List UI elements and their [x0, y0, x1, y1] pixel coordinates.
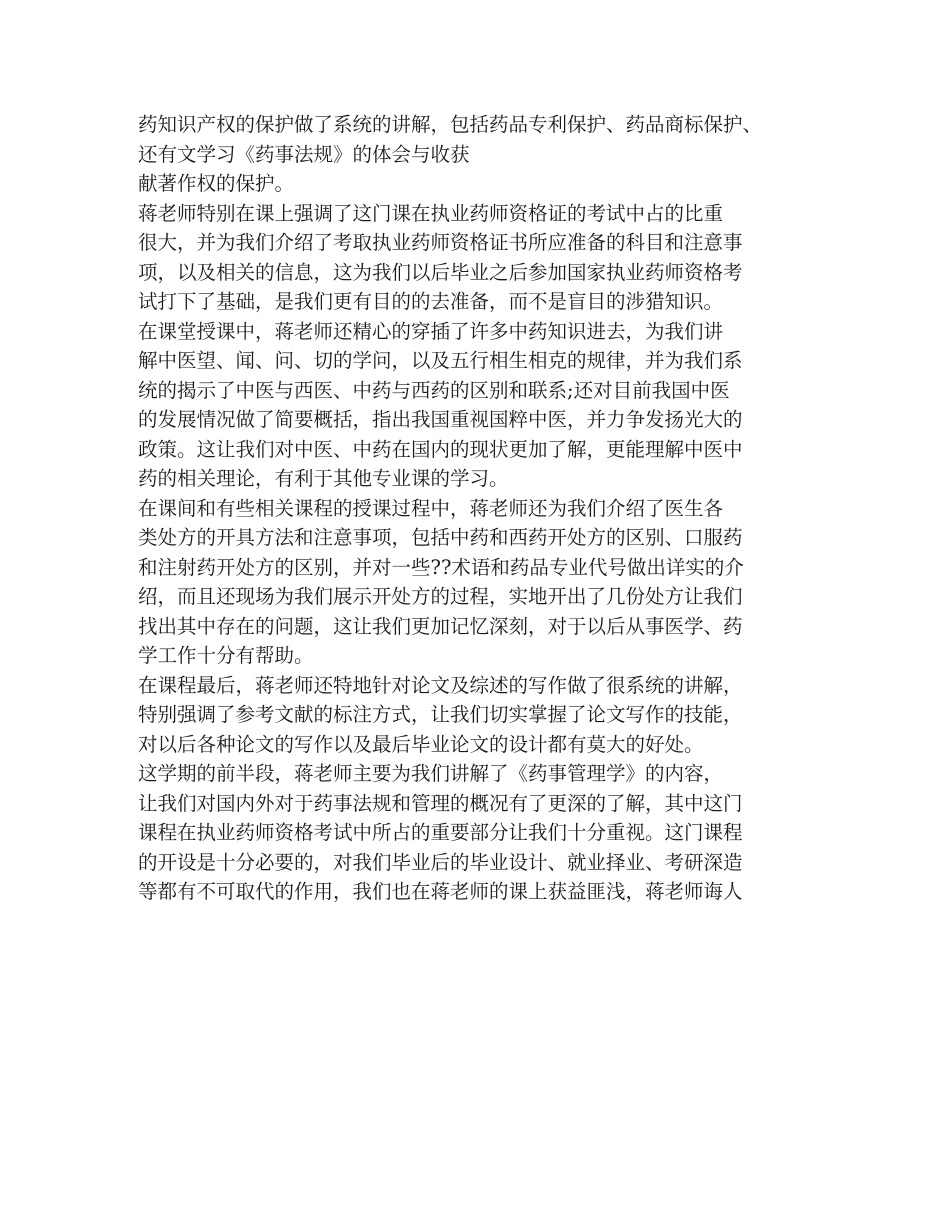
text-line: 学工作十分有帮助。	[138, 644, 314, 667]
text-line: 和注射药开处方的区别，并对一些??术语和药品专业代号做出详实的介	[138, 555, 744, 579]
text-line: 在课堂授课中，蒋老师还精心的穿插了许多中药知识进去，为我们讲	[138, 319, 724, 343]
text-line: 找出其中存在的问题，这让我们更加记忆深刻，对于以后从事医学、药	[138, 614, 743, 638]
text-line: 蒋老师特别在课上强调了这门课在执业药师资格证的考试中占的比重	[138, 201, 724, 225]
text-line: 课程在执业药师资格考试中所占的重要部分让我们十分重视。这门课程	[138, 821, 743, 844]
document-body	[138, 110, 838, 907]
text-line: 试打下了基础，是我们更有目的的去准备，而不是盲目的涉猎知识。	[138, 290, 724, 313]
text-line: 特别强调了参考文献的标注方式，让我们切实掌握了论文写作的技能，	[138, 703, 743, 726]
text-line: 类处方的开具方法和注意事项，包括中药和西药开处方的区别、口服药	[138, 526, 743, 549]
text-line: 项，以及相关的信息，这为我们以后毕业之后参加国家执业药师资格考	[138, 260, 743, 284]
text-line: 还有文学习《药事法规》的体会与收获	[138, 142, 470, 166]
text-line: 这学期的前半段，蒋老师主要为我们讲解了《药事管理学》的内容，	[138, 762, 724, 785]
text-line: 对以后各种论文的写作以及最后毕业论文的设计都有莫大的好处。	[138, 732, 704, 756]
text-line: 药的相关理论，有利于其他专业课的学习。	[138, 467, 509, 490]
text-line: 让我们对国内外对于药事法规和管理的概况有了更深的了解，其中这门	[138, 791, 743, 815]
text-line: 在课程最后，蒋老师还特地针对论文及综述的写作做了很系统的讲解，	[138, 673, 743, 697]
text-line: 在课间和有些相关课程的授课过程中，蒋老师还为我们介绍了医生各	[138, 496, 724, 520]
text-line: 政策。这让我们对中医、中药在国内的现状更加了解，更能理解中医中	[138, 437, 743, 461]
text-line: 献著作权的保护。	[138, 172, 295, 195]
text-line: 统的揭示了中医与西医、中药与西药的区别和联系;还对目前我国中医	[138, 378, 730, 402]
text-line: 的发展情况做了简要概括，指出我国重视国粹中医，并力争发扬光大的	[138, 408, 743, 431]
text-line: 绍，而且还现场为我们展示开处方的过程，实地开出了几份处方让我们	[138, 585, 743, 608]
text-line: 的开设是十分必要的，对我们毕业后的毕业设计、就业择业、考研深造	[138, 850, 743, 874]
text-line: 等都有不可取代的作用，我们也在蒋老师的课上获益匪浅，蒋老师诲人	[138, 880, 743, 903]
text-line: 药知识产权的保护做了系统的讲解，包括药品专利保护、药品商标保护、	[138, 113, 763, 136]
text-line: 很大，并为我们介绍了考取执业药师资格证书所应准备的科目和注意事	[138, 231, 743, 254]
text-line: 解中医望、闻、问、切的学问，以及五行相生相克的规律，并为我们系	[138, 349, 743, 372]
